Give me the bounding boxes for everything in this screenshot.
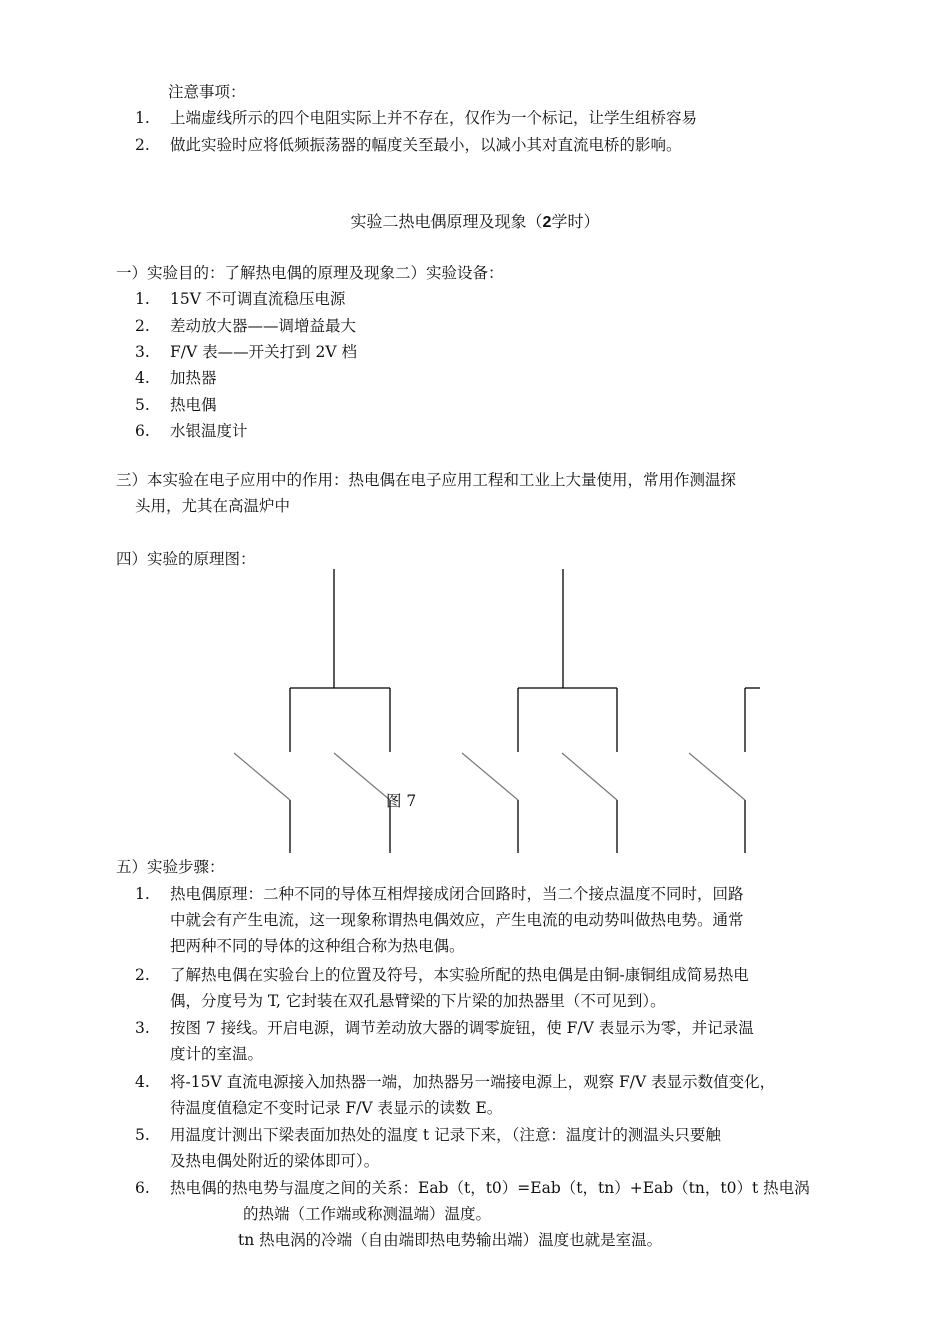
switch-blade	[334, 753, 390, 800]
equipment-item: F/V 表——开关打到 2V 档	[170, 343, 358, 361]
equipment-num: 4.	[135, 369, 150, 387]
equipment-num: 1.	[135, 290, 150, 308]
equipment-item: 加热器	[170, 369, 217, 387]
step-line: 按图 7 接线。开启电源，调节差动放大器的调零旋钮，使 F/V 表显示为零，并记录温	[170, 1019, 754, 1037]
switch-blade	[234, 753, 290, 800]
equipment-num: 2.	[135, 317, 150, 335]
step-line: 热电偶原理：二种不同的导体互相焊接成闭合回路时，当二个接点温度不同时，回路	[170, 885, 744, 903]
equipment-item: 差动放大器——调增益最大	[170, 317, 357, 335]
note-num: 2.	[135, 136, 150, 154]
step-line: 了解热电偶在实验台上的位置及符号，本实验所配的热电偶是由铜-康铜组成简易热电	[170, 966, 749, 984]
step-num: 6.	[135, 1179, 150, 1197]
equipment-item: 热电偶	[170, 396, 217, 414]
step-line: 把两种不同的导体的这种组合称为热电偶。	[170, 937, 465, 955]
note-num: 1.	[135, 109, 150, 127]
step-line: 热电偶的热电势与温度之间的关系：Eab（t，t0）=Eab（t，tn）+Eab（tn，t0）t 热电涡	[170, 1179, 810, 1197]
note-text: 做此实验时应将低频振荡器的幅度关至最小，以减小其对直流电桥的影响。	[170, 136, 682, 154]
section-application: 三）本实验在电子应用中的作用：热电偶在电子应用工程和工业上大量使用，常用作测温探	[116, 471, 737, 489]
step-line: tn 热电涡的冷端（自由端即热电势输出端）温度也就是室温。	[238, 1231, 663, 1249]
step-line: 度计的室温。	[170, 1045, 264, 1063]
section-steps-heading: 五）实验步骤：	[116, 858, 225, 876]
section-purpose-equipment: 一）实验目的：了解热电偶的原理及现象二）实验设备：	[116, 264, 504, 282]
step-num: 1.	[135, 885, 150, 903]
step-line: 将-15V 直流电源接入加热器一端，加热器另一端接电源上，观察 F/V 表显示数值变化，	[170, 1073, 776, 1091]
step-num: 2.	[135, 966, 150, 984]
switch-blade	[562, 753, 617, 800]
step-line: 的热端（工作端或称测温端）温度。	[243, 1205, 492, 1223]
equipment-item: 水银温度计	[170, 422, 248, 440]
step-num: 4.	[135, 1073, 150, 1091]
equipment-num: 3.	[135, 343, 150, 361]
step-num: 5.	[135, 1126, 150, 1144]
step-line: 及热电偶处附近的梁体即可）。	[170, 1152, 380, 1170]
step-num: 3.	[135, 1019, 150, 1037]
step-line: 用温度计测出下梁表面加热处的温度 t 记录下来，（注意：温度计的测温头只要触	[170, 1126, 721, 1144]
notes-heading: 注意事项：	[168, 83, 246, 101]
equipment-item: 15V 不可调直流稳压电源	[170, 290, 346, 308]
step-line: 待温度值稳定不变时记录 F/V 表显示的读数 E。	[170, 1099, 503, 1117]
experiment-title: 实验二热电偶原理及现象（2学时）	[350, 212, 600, 231]
switch-blade	[689, 753, 745, 800]
step-line: 中就会有产生电流，这一现象称谓热电偶效应，产生电流的电动势叫做热电势。通常	[170, 911, 744, 929]
note-text: 上端虚线所示的四个电阻实际上并不存在，仅作为一个标记，让学生组桥容易	[170, 109, 698, 127]
step-line: 偶，分度号为 T, 它封装在双孔悬臂梁的下片梁的加热器里（不可见到）。	[170, 992, 666, 1010]
figure-caption: 图 7	[386, 792, 417, 810]
section-application-cont: 头用，尤其在高温炉中	[135, 497, 291, 515]
section-diagram-heading: 四）实验的原理图：	[116, 550, 256, 568]
equipment-num: 5.	[135, 396, 150, 414]
switch-blade	[462, 753, 518, 800]
equipment-num: 6.	[135, 422, 150, 440]
